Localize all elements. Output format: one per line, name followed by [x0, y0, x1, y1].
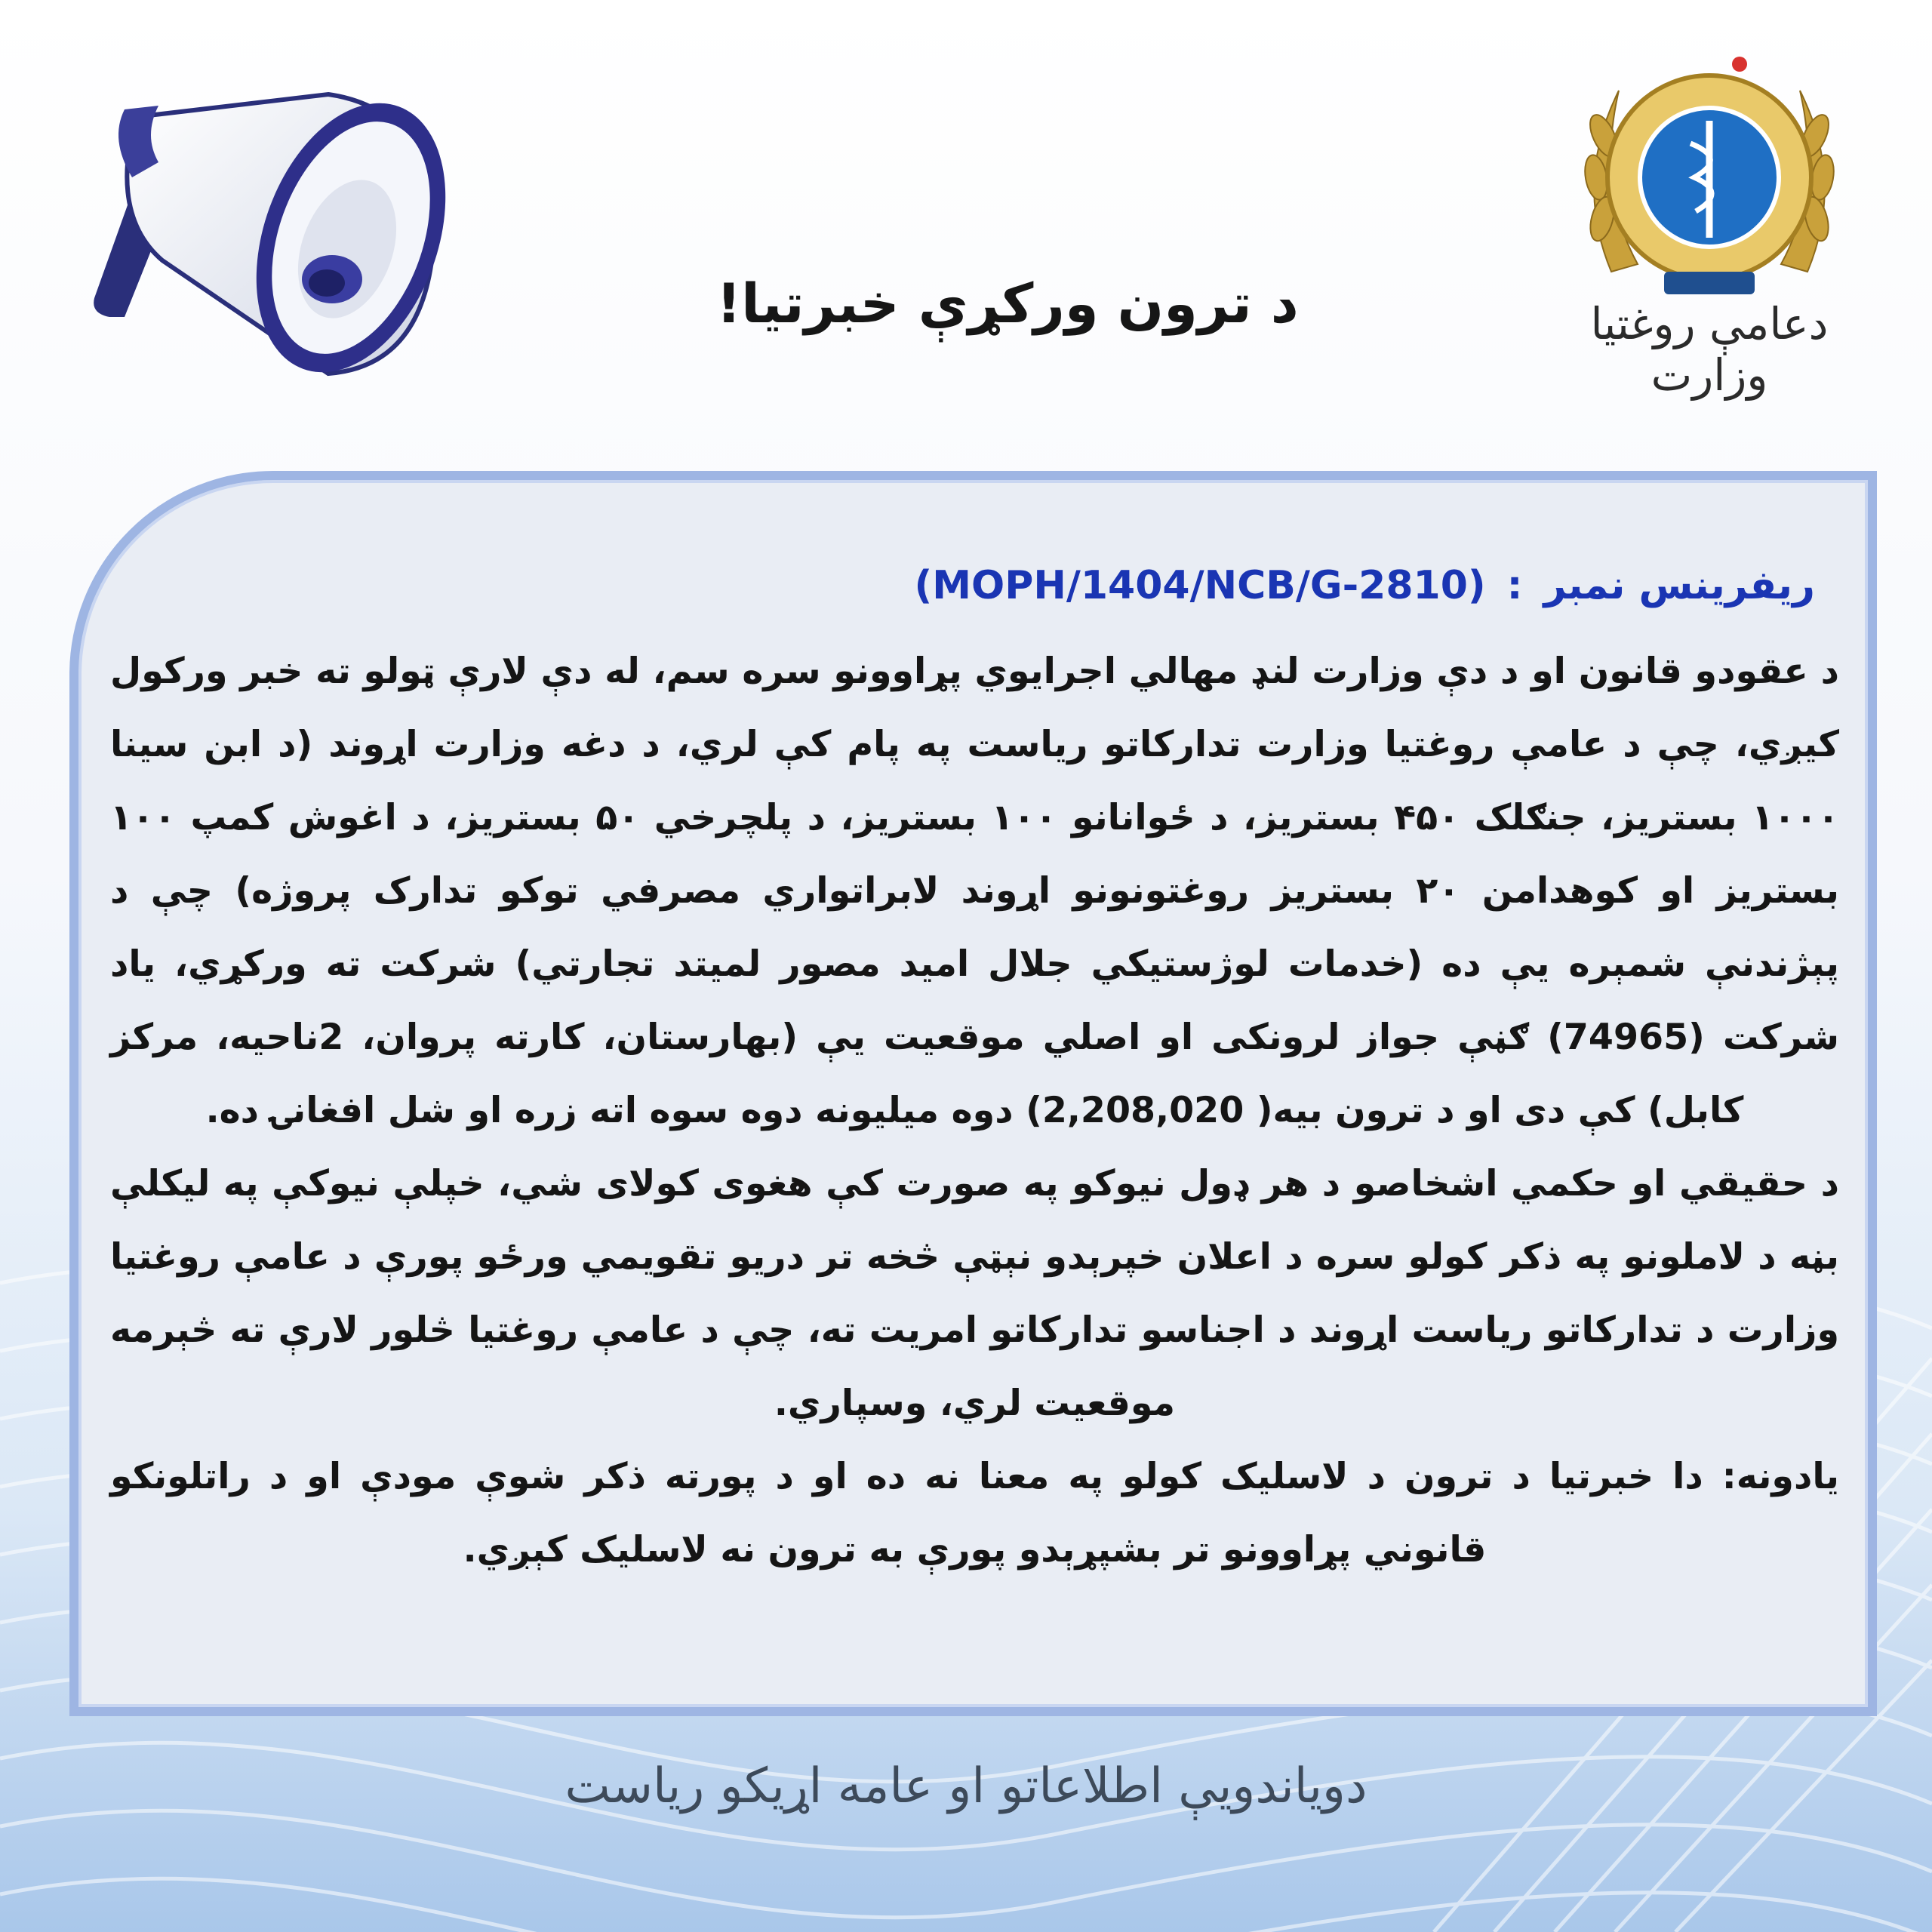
notice-paragraph-note: یادونه: دا خبرتیا د ترون د لاسلیک کولو په معنا نه ده او د پورته ذکر شوې مودې او د راتلونکو قانوني پړاوونو تر بشپړېدو پورې به ترون نه لاسلیک کېږي. — [110, 1456, 1839, 1571]
reference-line — [608, 563, 1815, 608]
notice-paragraph-objections: د حقیقي او حکمي اشخاصو د هر ډول نیوکو په صورت کې هغوی کولای شي، خپلې نیوکې په لیکلې بڼه د لاملونو په ذکر کولو سره د اعلان خپرېدو نېټې څخه تر دریو تقویمي ورځو پورې د عامې روغتیا وزارت د تدارکاتو ریاست اړوند د اجناسو تدارکاتو امریت ته، چې د عامې روغتیا څلور لارې ته څېرمه موقعیت لري، وسپاري. — [110, 1163, 1839, 1424]
megaphone-icon — [79, 64, 472, 389]
reference-label: ریفرینس نمبر — [1543, 563, 1815, 608]
reference-separator: : — [1506, 563, 1523, 608]
ministry-emblem-caption: دعامې روغتیا وزارت — [1590, 298, 1829, 401]
reference-number: (MOPH/1404/NCB/G-2810) — [914, 563, 1486, 608]
footer-office-caption: دویاندویې اطلاعاتو او عامه اړیکو ریاست — [565, 1758, 1367, 1814]
ministry-emblem-icon — [1566, 45, 1853, 317]
notice-paragraph-award: د عقودو قانون او د دې وزارت لنډ مهالي اجرایوي پړاوونو سره سم، له دې لارې ټولو ته خبر ورکول کیږي، چې د عامې روغتیا وزارت تدارکاتو ریاست په پام کې لري، د دغه وزارت اړوند (د ابن سینا ۱۰۰۰ بستریز، جنګلک ۴۵۰ بستریز، د ځوانانو ۱۰۰ بستریز، د پلچرخي ۵۰ بستریز، د اغوش کمپ ۱۰۰ بستریز او کوهدامن ۲۰ بستریز روغتونونو اړوند لابراتواري مصرفي توکو تدارک پروژه) چې د پېژندنې شمېره یې ده (خدمات لوژستیکي جلال امید مصور لمیتد تجارتي) شرکت ته ورکړي، یاد شرکت (74965) ګڼې جواز لرونکی او اصلي موقعیت یې (بهارستان، کارته پروان، 2ناحیه، مرکز کابل) کې دی او د ترون بیه( 2,208,020) دوه میلیونه دوه سوه اته زره او شل افغانۍ ده. — [110, 651, 1840, 1131]
notice-body — [110, 635, 1839, 1586]
notice-panel — [69, 471, 1877, 1716]
page-title: د ترون ورکړې خبرتیا! — [716, 272, 1299, 335]
